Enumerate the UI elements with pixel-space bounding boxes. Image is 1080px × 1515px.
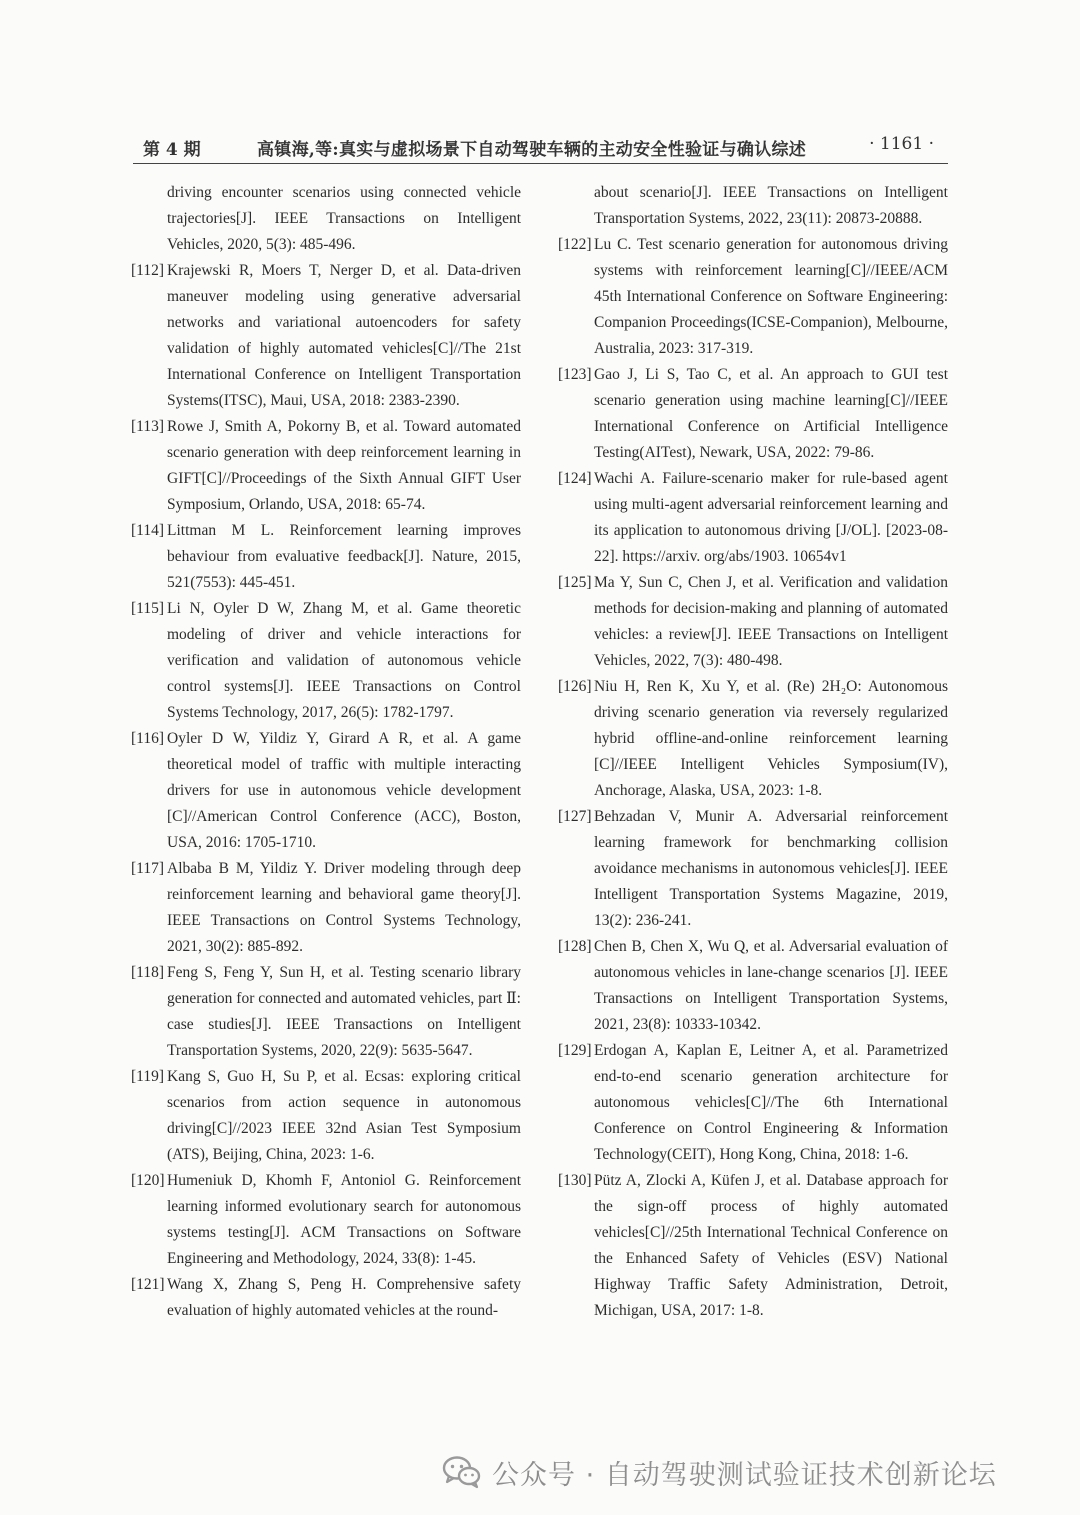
reference-text: Littman M L. Reinforcement learning improves behaviour from evaluative feedback[J]. Nature, 2015, 521(7553): 445-451. [167,522,521,591]
reference-number: [116] [131,730,164,747]
reference-item [558,1168,948,1324]
reference-item [558,1038,948,1168]
reference-number: [124] [558,470,592,487]
reference-number: [117] [131,860,164,877]
reference-text: driving encounter scenarios using connected vehicle trajectories[J]. IEEE Transactions on Intelligent Vehicles, 2020, 5(3): 485-496. [167,184,521,253]
reference-item [131,726,521,856]
issue-number: 第 4 期 [143,140,201,160]
reference-text: Wachi A. Failure-scenario maker for rule-based agent using multi-agent adversarial reinforcement learning and its application to autonomous driving [J/OL]. [2023-08-22]. https://arxiv. org/abs/1903. 10654v1 [594,470,948,565]
reference-number: [129] [558,1042,592,1059]
reference-item [558,466,948,570]
reference-number: [126] [558,678,592,695]
watermark-text: 公众号 · 自动驾驶测试验证技术创新论坛 [492,1459,997,1491]
reference-number: [125] [558,574,592,591]
reference-number: [118] [131,964,164,981]
reference-text: Behzadan V, Munir A. Adversarial reinforcement learning framework for benchmarking collision avoidance mechanisms in autonomous vehicles[J]. IEEE Intelligent Transportation Systems Magazine, 2019, 13(2): 236-241. [594,808,948,929]
reference-item [131,1168,521,1272]
reference-item [131,1272,521,1324]
watermark [442,1450,997,1494]
left-column [131,180,521,1324]
reference-item [558,804,948,934]
reference-number: [128] [558,938,592,955]
reference-number: [112] [131,262,164,279]
page-number: · 1161 · [869,134,934,154]
reference-text: Albaba B M, Yildiz Y. Driver modeling through deep reinforcement learning and behavioral game theory[J]. IEEE Transactions on Control Systems Technology, 2021, 30(2): 885-892. [167,860,521,955]
reference-text: Gao J, Li S, Tao C, et al. An approach to GUI test scenario generation using machine learning[C]//IEEE International Conference on Artificial Intelligence Testing(AITest), Newark, USA, 2022: 79-86. [594,366,948,461]
reference-item [131,960,521,1064]
reference-number: [122] [558,236,592,253]
reference-item [131,414,521,518]
reference-item [131,180,521,258]
running-title: 高镇海,等:真实与虚拟场景下自动驾驶车辆的主动安全性验证与确认综述 [257,140,807,160]
reference-text: Li N, Oyler D W, Zhang M, et al. Game theoretic modeling of driver and vehicle interactions for verification and validation of autonomous vehicle control systems[J]. IEEE Transactions on Control Systems Technology, 2017, 26(5): 1782-1797. [167,600,521,721]
reference-text: Wang X, Zhang S, Peng H. Comprehensive safety evaluation of highly automated vehicles at the round- [167,1276,521,1319]
reference-item [558,180,948,232]
reference-number: [115] [131,600,164,617]
reference-number: [127] [558,808,592,825]
reference-text: Niu H, Ren K, Xu Y, et al. (Re) 2H₂O: Autonomous driving scenario generation via reversely regularized hybrid offline-and-online reinforcement learning [C]//IEEE Intelligent Vehicles Symposium(IV), Anchorage, Alaska, USA, 2023: 1-8. [594,678,948,799]
reference-text: Ma Y, Sun C, Chen J, et al. Verification and validation methods for decision-making and planning of automated vehicles: a review[J]. IEEE Transactions on Intelligent Vehicles, 2022, 7(3): 480-498. [594,574,948,669]
reference-text: Pütz A, Zlocki A, Küfen J, et al. Database approach for the sign-off process of highly automated vehicles[C]//25th International Technical Conference on the Enhanced Safety of Vehicles (ESV) National Highway Traffic Safety Administration, Detroit, Michigan, USA, 2017: 1-8. [594,1172,948,1319]
reference-text: Feng S, Feng Y, Sun H, et al. Testing scenario library generation for connected and automated vehicles, part Ⅱ: case studies[J]. IEEE Transactions on Intelligent Transportation Systems, 2020, 22(9): 5635-5647. [167,964,521,1059]
running-header [133,133,948,164]
reference-text: Oyler D W, Yildiz Y, Girard A R, et al. A game theoretical model of traffic with multiple interacting drivers for use in autonomous vehicle development [C]//American Control Conference (ACC), Boston, USA, 2016: 1705-1710. [167,730,521,851]
reference-item [131,1064,521,1168]
reference-number: [119] [131,1068,164,1085]
reference-item [131,258,521,414]
reference-text: Chen B, Chen X, Wu Q, et al. Adversarial evaluation of autonomous vehicles in lane-change scenarios [J]. IEEE Transactions on Intelligent Transportation Systems, 2021, 23(8): 10333-10342. [594,938,948,1033]
reference-text: Krajewski R, Moers T, Nerger D, et al. Data-driven maneuver modeling using generative adversarial networks and variational autoencoders for safety validation of highly automated vehicles[C]//The 21st International Conference on Intelligent Transportation Systems(ITSC), Maui, USA, 2018: 2383-2390. [167,262,521,409]
reference-item [558,674,948,804]
reference-item [558,934,948,1038]
reference-text: Kang S, Guo H, Su P, et al. Ecsas: exploring critical scenarios from action sequence in autonomous driving[C]//2023 IEEE 32nd Asian Test Symposium (ATS), Beijing, China, 2023: 1-6. [167,1068,521,1163]
reference-text: Lu C. Test scenario generation for autonomous driving systems with reinforcement learning[C]//IEEE/ACM 45th International Conference on Software Engineering: Companion Proceedings(ICSE-Companion), Melbourne, Australia, 2023: 317-319. [594,236,948,357]
reference-text: Humeniuk D, Khomh F, Antoniol G. Reinforcement learning informed evolutionary search for autonomous systems testing[J]. ACM Transactions on Software Engineering and Methodology, 2024, 33(8): 1-45. [167,1172,521,1267]
reference-number: [130] [558,1172,592,1189]
reference-number: [120] [131,1172,165,1189]
reference-item [558,570,948,674]
wechat-icon [442,1455,482,1489]
reference-number: [114] [131,522,164,539]
reference-number: [121] [131,1276,165,1293]
reference-number: [123] [558,366,592,383]
reference-number: [113] [131,418,164,435]
reference-item [131,596,521,726]
reference-item [131,856,521,960]
reference-item [558,232,948,362]
reference-item [558,362,948,466]
reference-text: about scenario[J]. IEEE Transactions on Intelligent Transportation Systems, 2022, 23(11): 20873-20888. [594,184,948,227]
reference-item [131,518,521,596]
reference-text: Rowe J, Smith A, Pokorny B, et al. Toward automated scenario generation with deep reinforcement learning in GIFT[C]//Proceedings of the Sixth Annual GIFT User Symposium, Orlando, USA, 2018: 65-74. [167,418,521,513]
right-column [558,180,948,1324]
reference-text: Erdogan A, Kaplan E, Leitner A, et al. Parametrized end-to-end scenario generation architecture for autonomous vehicles[C]//The 6th International Conference on Control Engineering & Information Technology(CEIT), Hong Kong, China, 2018: 1-6. [594,1042,948,1163]
